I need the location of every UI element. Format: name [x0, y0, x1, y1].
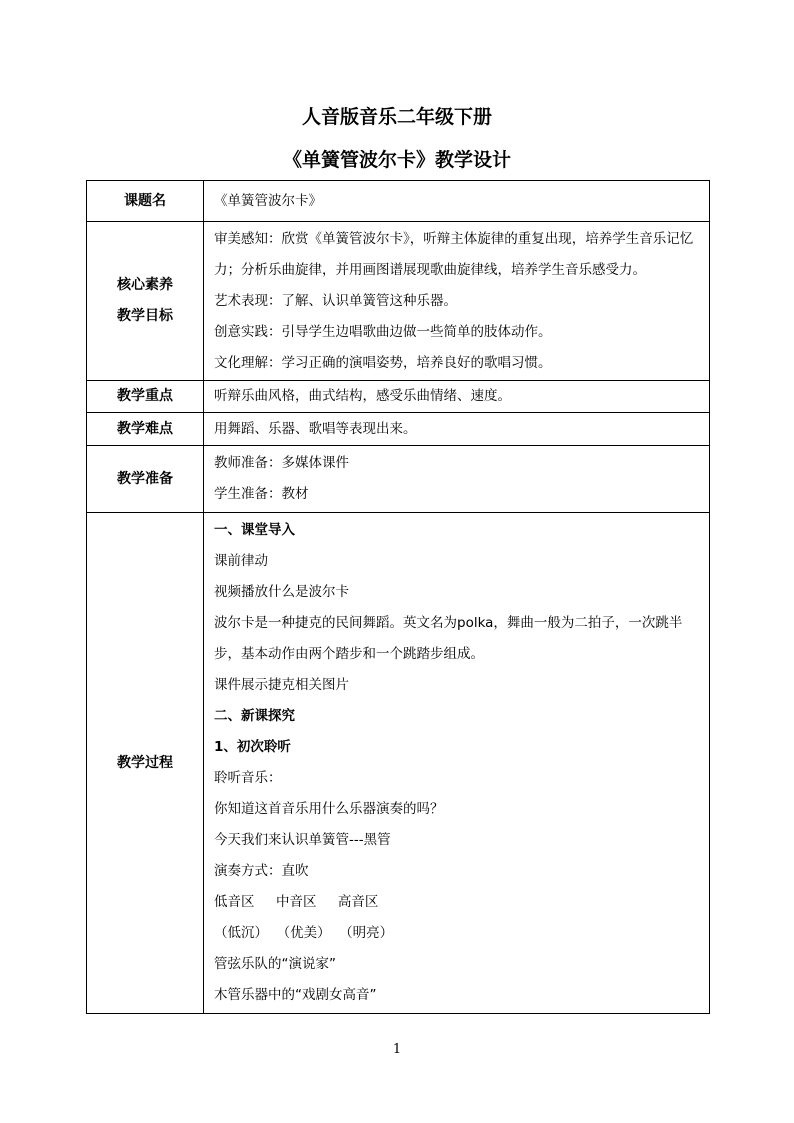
student-preparation: 学生准备：教材	[214, 486, 309, 502]
goals-label	[87, 222, 204, 381]
topic-label: 课题名	[87, 181, 204, 222]
today-text: 今天我们来认识单簧管---黑管	[214, 832, 391, 848]
table-row-difficulties	[87, 413, 710, 446]
difficulties-value: 用舞蹈、乐器、歌唱等表现出来。	[204, 413, 710, 446]
teacher-preparation: 教师准备：多媒体课件	[214, 455, 349, 471]
question-text: 你知道这首音乐用什么乐器演奏的吗？	[214, 801, 444, 817]
process-label: 教学过程	[87, 513, 204, 1014]
table-row-process	[87, 513, 710, 1014]
process-content	[204, 513, 710, 1014]
difficulties-label: 教学难点	[87, 413, 204, 446]
woodwind-text: 木管乐器中的“戏剧女高音”	[214, 987, 377, 1003]
topic-value: 《单簧管波尔卡》	[204, 181, 710, 222]
video-text: 视频播放什么是波尔卡	[214, 584, 349, 600]
sub1-heading: 1、初次聆听	[214, 739, 291, 755]
goals-label-line1: 核心素养	[117, 277, 173, 293]
table-row-topic	[87, 181, 710, 222]
table-row-key-points	[87, 381, 710, 413]
preparation-content	[204, 446, 710, 513]
key-points-label: 教学重点	[87, 381, 204, 413]
orchestra-text: 管弦乐队的“演说家”	[214, 956, 336, 972]
goals-content	[204, 222, 710, 381]
page-number: 1	[392, 1042, 402, 1057]
warmup-text: 课前律动	[214, 553, 268, 569]
table-row-preparation	[87, 446, 710, 513]
key-points-value: 听辩乐曲风格，曲式结构，感受乐曲情绪、速度。	[204, 381, 710, 413]
table-row-goals	[87, 222, 710, 381]
register-traits-text: （低沉） （优美） （明亮）	[214, 925, 394, 941]
polka-description: 波尔卡是一种捷克的民间舞蹈。英文名为polka，舞曲一般为二拍子，一次跳半步，基本动作由两个踏步和一个跳踏步组成。	[214, 615, 683, 662]
goal-expression: 艺术表现：了解、认识单簧管这种乐器。	[214, 292, 457, 309]
goals-label-line2: 教学目标	[117, 308, 173, 324]
method-text: 演奏方式：直吹	[214, 863, 309, 879]
goal-creative: 创意实践：引导学生边唱歌曲边做一些简单的肢体动作。	[214, 323, 552, 340]
section1-heading: 一、课堂导入	[214, 522, 295, 538]
lesson-plan-table	[86, 180, 710, 1014]
show-pictures-text: 课件展示捷克相关图片	[214, 677, 349, 693]
document-subtitle: 《单簧管波尔卡》教学设计	[282, 149, 511, 171]
section2-heading: 二、新课探究	[214, 708, 295, 724]
preparation-label: 教学准备	[87, 446, 204, 513]
listen-text: 聆听音乐：	[214, 770, 282, 786]
goal-culture: 文化理解：学习正确的演唱姿势，培养良好的歌唱习惯。	[214, 354, 552, 371]
document-title: 人音版音乐二年级下册	[301, 106, 492, 128]
registers-text: 低音区 中音区 高音区	[214, 894, 379, 910]
goal-aesthetic: 审美感知：欣赏《单簧管波尔卡》，听辩主体旋律的重复出现，培养学生音乐记忆力；分析乐曲旋律，并用画图谱展现歌曲旋律线，培养学生音乐感受力。	[214, 230, 694, 278]
